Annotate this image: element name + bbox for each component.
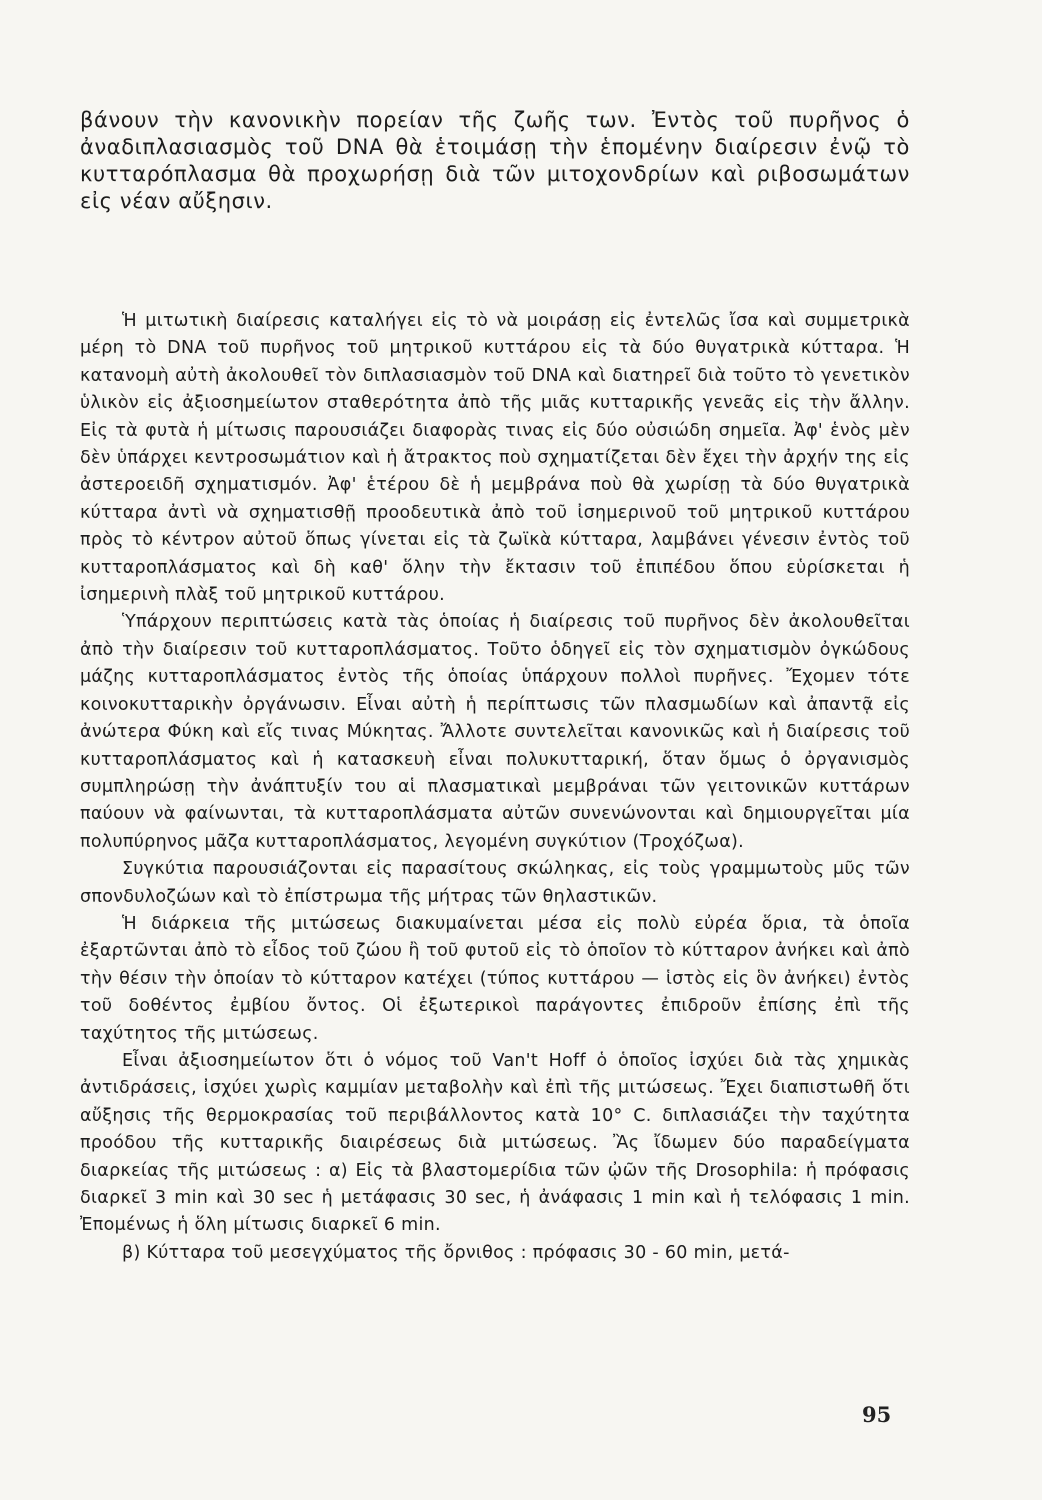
- page-number: 95: [862, 1402, 892, 1427]
- paragraph-syncytia: Συγκύτια παρουσιάζονται εἰς παρασίτους σκώληκας, εἰς τοὺς γραμμωτοὺς μῦς τῶν σπονδυλοζώων καὶ τὸ ἐπίστρωμα τῆς μήτρας τῶν θηλαστικῶν.: [80, 859, 910, 907]
- intro-text-block: [80, 107, 910, 215]
- paragraph-mitosis-division: Ἡ μιτωτικὴ διαίρεσις καταλήγει εἰς τὸ νὰ μοιράσῃ εἰς ἐντελῶς ἴσα καὶ συμμετρικὰ μέρη τὸ DNA τοῦ πυρῆνος τοῦ μητρικοῦ κυττάρου εἰς τὰ δύο θυγατρικὰ κύτταρα. Ἡ κατανομὴ αὐτὴ ἀκολουθεῖ τὸν διπλασιασμὸν τοῦ DNA καὶ διατηρεῖ διὰ τοῦτο τὸ γενετικὸν ὑλικὸν εἰς ἀξιοσημείωτον σταθερότητα ἀπὸ τῆς μιᾶς κυτταρικῆς γενεᾶς εἰς τὴν ἄλλην. Εἰς τὰ φυτὰ ἡ μίτωσις παρουσιάζει διαφορὰς τινας εἰς δύο οὐσιώδη σημεῖα. Ἀφ' ἑνὸς μὲν δὲν ὑπάρχει κεντροσωμάτιον καὶ ἡ ἄτρακτος ποὺ σχηματίζεται δὲν ἔχει τὴν ἀρχήν της εἰς ἀστεροειδῆ σχηματισμόν. Ἀφ' ἑτέρου δὲ ἡ μεμβράνα ποὺ θὰ χωρίσῃ τὰ δύο θυγατρικὰ κύτταρα ἀντὶ νὰ σχηματισθῇ προοδευτικὰ ἀπὸ τοῦ ἰσημερινοῦ τοῦ μητρικοῦ κυττάρου πρὸς τὸ κέντρον αὐτοῦ ὅπως γίνεται εἰς τὰ ζωϊκὰ κύτταρα, λαμβάνει γένεσιν ἐντὸς τοῦ κυτταροπλάσματος καὶ δὴ καθ' ὅλην τὴν ἔκτασιν τοῦ ἐπιπέδου ὅπου εὑρίσκεται ἡ ἰσημερινὴ πλὰξ τοῦ μητρικοῦ κυττάρου.: [80, 311, 910, 606]
- paragraph-intro: βάνουν τὴν κανονικὴν πορείαν τῆς ζωῆς των. Ἐντὸς τοῦ πυρῆνος ὁ ἀναδιπλασιασμὸς τοῦ DNA θὰ ἑτοιμάσῃ τὴν ἑπομένην διαίρεσιν ἐνῷ τὸ κυτταρόπλασμα θὰ προχωρήσῃ διὰ τῶν μιτοχονδρίων καὶ ριβοσωμάτων εἰς νέαν αὔξησιν.: [80, 108, 910, 213]
- paragraph-duration: Ἡ διάρκεια τῆς μιτώσεως διακυμαίνεται μέσα εἰς πολὺ εὐρέα ὅρια, τὰ ὁποῖα ἐξαρτῶνται ἀπὸ τὸ εἶδος τοῦ ζώου ἢ τοῦ φυτοῦ εἰς τὸ ὁποῖον τὸ κύτταρον ἀνήκει καὶ ἀπὸ τὴν θέσιν τὴν ὁποίαν τὸ κύτταρον κατέχει (τύπος κυττάρου — ἱστὸς εἰς ὃν ἀνήκει) ἐντὸς τοῦ δοθέντος ἐμβίου ὄντος. Οἱ ἐξωτερικοὶ παράγοντες ἐπιδροῦν ἐπίσης ἐπὶ τῆς ταχύτητος τῆς μιτώσεως.: [80, 913, 910, 1044]
- paragraph-example-b: β) Κύτταρα τοῦ μεσεγχύματος τῆς ὄρνιθος : πρόφασις 30 - 60 min, μετά-: [122, 1242, 790, 1263]
- body-text-block: [80, 308, 910, 1267]
- paragraph-vant-hoff: Εἶναι ἀξιοσημείωτον ὅτι ὁ νόμος τοῦ Van't Hoff ὁ ὁποῖος ἰσχύει διὰ τὰς χημικὰς ἀντιδράσεις, ἰσχύει χωρὶς καμμίαν μεταβολὴν καὶ ἐπὶ τῆς μιτώσεως. Ἔχει διαπιστωθῆ ὅτι αὔξησις τῆς θερμοκρασίας τοῦ περιβάλλοντος κατὰ 10° C. διπλασιάζει τὴν ταχύτητα προόδου τῆς κυτταρικῆς διαιρέσεως διὰ μιτώσεως. Ἂς ἴδωμεν δύο παραδείγματα διαρκείας τῆς μιτώσεως : α) Εἰς τὰ βλαστομερίδια τῶν ᾠῶν τῆς Drosophila: ἡ πρόφασις διαρκεῖ 3 min καὶ 30 sec ἡ μετάφασις 30 sec, ἡ ἀνάφασις 1 min καὶ ἡ τελόφασις 1 min. Ἐπομένως ἡ ὅλη μίτωσις διαρκεῖ 6 min.: [80, 1050, 910, 1236]
- paragraph-coenocytic: Ὑπάρχουν περιπτώσεις κατὰ τὰς ὁποίας ἡ διαίρεσις τοῦ πυρῆνος δὲν ἀκολουθεῖται ἀπὸ τὴν διαίρεσιν τοῦ κυτταροπλάσματος. Τοῦτο ὁδηγεῖ εἰς τὸν σχηματισμὸν ὀγκώδους μάζης κυτταροπλάσματος ἐντὸς τῆς ὁποίας ὑπάρχουν πολλοὶ πυρῆνες. Ἔχομεν τότε κοινοκυτταρικὴν ὀργάνωσιν. Εἶναι αὐτὴ ἡ περίπτωσις τῶν πλασμωδίων καὶ ἀπαντᾷ εἰς ἀνώτερα Φύκη καὶ εἴς τινας Μύκητας. Ἄλλοτε συντελεῖται κανονικῶς καὶ ἡ διαίρεσις τοῦ κυτταροπλάσματος καὶ ἡ κατασκευὴ εἶναι πολυκυτταρική, ὅταν ὅμως ὁ ὀργανισμὸς συμπληρώσῃ τὴν ἀνάπτυξίν του αἱ πλασματικαὶ μεμβράναι τῶν γειτονικῶν κυττάρων παύουν νὰ φαίνωνται, τὰ κυτταροπλάσματα αὐτῶν συνενώνονται καὶ δημιουργεῖται μία πολυπύρηνος μᾶζα κυτταροπλάσματος, λεγομένη συγκύτιον (Τροχόζωα).: [80, 612, 910, 852]
